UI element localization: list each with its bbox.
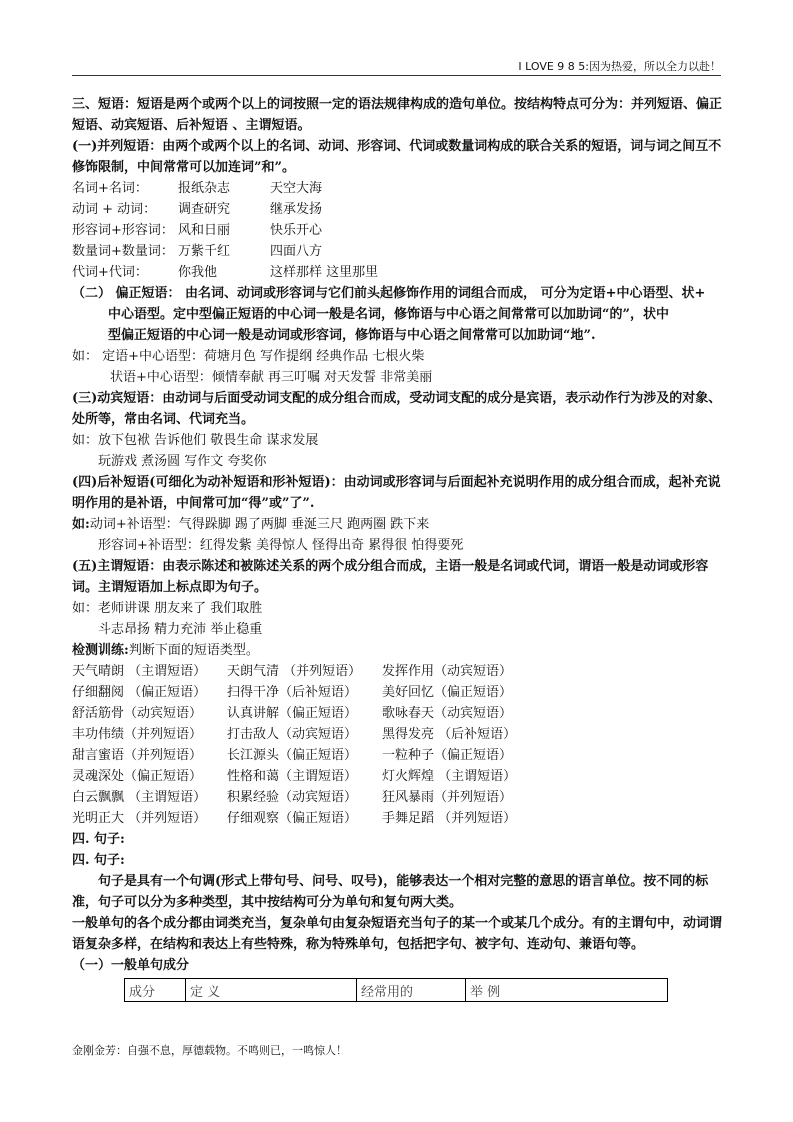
table-header-cell: 经常用的 [357, 979, 466, 1002]
verb-object-example-2: 玩游戏 煮汤圆 写作文 夸奖你 [98, 454, 267, 469]
drill-row: 光明正大 （并列短语） 仔细观察（偏正短语） 手舞足蹈 （并列短语） [72, 811, 517, 826]
example-row: 数量词+数量词： 万紫千红 四面八方 [72, 244, 323, 259]
table-header-row [125, 979, 668, 1002]
modifier-phrase-example-2: 状语+中心语型：倾情奉献 再三叮嘱 对天发誓 非常美丽 [110, 370, 433, 385]
example-row: 名词+名词： 报纸杂志 天空大海 [72, 181, 323, 196]
simple-sentence-subtitle: （一）一般单句成分 [72, 958, 190, 973]
subject-predicate-example-2: 斗志昂扬 精力充沛 举止稳重 [98, 622, 263, 637]
modifier-phrase-title-2: 中心语型。定中型偏正短语的中心词一般是名词，修饰语与中心语之间常常可以加助词“的”，状中 [108, 307, 669, 322]
drill-list [72, 661, 724, 829]
drill-row: 丰功伟绩（并列短语） 打击敌人（动宾短语） 黑得发亮 （后补短语） [72, 727, 517, 742]
modifier-phrase-example-1: 如： 定语+中心语型：荷塘月色 写作提纲 经典作品 七根火柴 [72, 349, 425, 364]
header-rule [72, 75, 721, 76]
example-row: 动词 + 动词： 调查研究 继承发扬 [72, 202, 323, 217]
table-header-cell: 成分 [125, 979, 186, 1002]
example-row: 形容词+形容词： 风和日丽 快乐开心 [72, 223, 323, 238]
drill-row: 灵魂深处（偏正短语） 性格和蔼（主谓短语） 灯火辉煌 （主谓短语） [72, 769, 517, 784]
drill-row: 仔细翻阅 （偏正短语） 扫得干净（后补短语） 美好回忆（偏正短语） [72, 685, 513, 700]
sentence-paragraph-2: 一般单句的各个成分都由词类充当，复杂单句由复杂短语充当句子的某一个或某几个成分。有的主谓句中，动词谓语复杂多样，在结构和表达上有些特殊，称为特殊单句，包括把字句、被字句、连动句、兼语句等。 [72, 916, 723, 952]
sentence-paragraph-1: 句子是具有一个句调(形式上带句号、问号、叹号)，能够表达一个相对完整的意思的语言单位。按不同的标准，句子可以分为多种类型，其中按结构可分为单句和复句两大类。 [72, 874, 709, 910]
drill-row: 天气晴朗 （主谓短语） 天朗气清 （并列短语） 发挥作用（动宾短语） [72, 664, 513, 679]
verb-object-phrase-title: (三)动宾短语：由动词与后面受动词支配的成分组合而成，受动词支配的成分是宾语，表示动作行为涉及的对象、处所等，常由名词、代词充当。 [72, 391, 722, 427]
table-header-cell: 举 例 [466, 979, 668, 1002]
complement-phrase-title: (四)后补短语(可细化为动补短语和形补短语)：由动词或形容词与后面起补充说明作用的成分组合而成，起补充说明作用的是补语，中间常可加“得”或”了”. [72, 475, 721, 511]
page-header: I LOVE 9 8 5:因为热爱，所以全力以赴！ [518, 60, 721, 73]
example-row: 代词+代词： 你我他 这样那样 这里那里 [72, 265, 379, 280]
document-body [72, 94, 724, 1002]
sentence-section-title-a: 四. 句子: [72, 832, 125, 847]
parallel-phrase-examples [72, 178, 724, 283]
verb-object-example-1: 如：放下包袱 告诉他们 敬畏生命 谋求发展 [72, 433, 319, 448]
sentence-section-title-b: 四. 句子: [72, 853, 125, 868]
complement-example-2: 形容词+补语型：红得发紫 美得惊人 怪得出奇 累得很 怕得要死 [98, 538, 464, 553]
drill-row: 甜言蜜语（并列短语） 长江源头（偏正短语） 一粒种子（偏正短语） [72, 748, 513, 763]
modifier-phrase-title-1: （二） 偏正短语： 由名词、动词或形容词与它们前头起修饰作用的词组合而成， 可分为定语+中心语型、状+ [72, 286, 706, 301]
drill-row: 白云飘飘 （主谓短语） 积累经验（动宾短语） 狂风暴雨（并列短语） [72, 790, 513, 805]
drill-row: 舒活筋骨（动宾短语） 认真讲解（偏正短语） 歌咏春天（动宾短语） [72, 706, 513, 721]
parallel-phrase-title: (一)并列短语：由两个或两个以上的名词、动词、形容词、代词或数量词构成的联合关系的短语，词与词之间互不修饰限制，中间常常可以加连词”和”。 [72, 139, 722, 175]
subject-predicate-phrase-title: (五)主谓短语：由表示陈述和被陈述关系的两个成分组合而成，主语一般是名词或代词，谓语一般是动词或形容词。主谓短语加上标点即为句子。 [72, 559, 709, 595]
complement-example-1: 如:动词+补语型：气得跺脚 踢了两脚 垂涎三尺 跑两圈 跌下来 [72, 517, 430, 532]
drill-heading: 检测训练:判断下面的短语类型。 [72, 643, 259, 658]
subject-predicate-example-1: 如：老师讲课 朋友来了 我们取胜 [72, 601, 263, 616]
table-header-cell: 定 义 [186, 979, 357, 1002]
section-3-title: 三、短语：短语是两个或两个以上的词按照一定的语法规律构成的造句单位。按结构特点可分为：并列短语、偏正短语、动宾短语、后补短语 、主谓短语。 [72, 97, 723, 133]
modifier-phrase-title-3: 型偏正短语的中心词一般是动词或形容词，修饰语与中心语之间常常可以加助词“地”. [108, 328, 596, 343]
sentence-components-table [124, 978, 668, 1002]
page-footer: 金刚金芳：自强不息，厚德载物。不鸣则已，一鸣惊人！ [72, 1044, 347, 1057]
